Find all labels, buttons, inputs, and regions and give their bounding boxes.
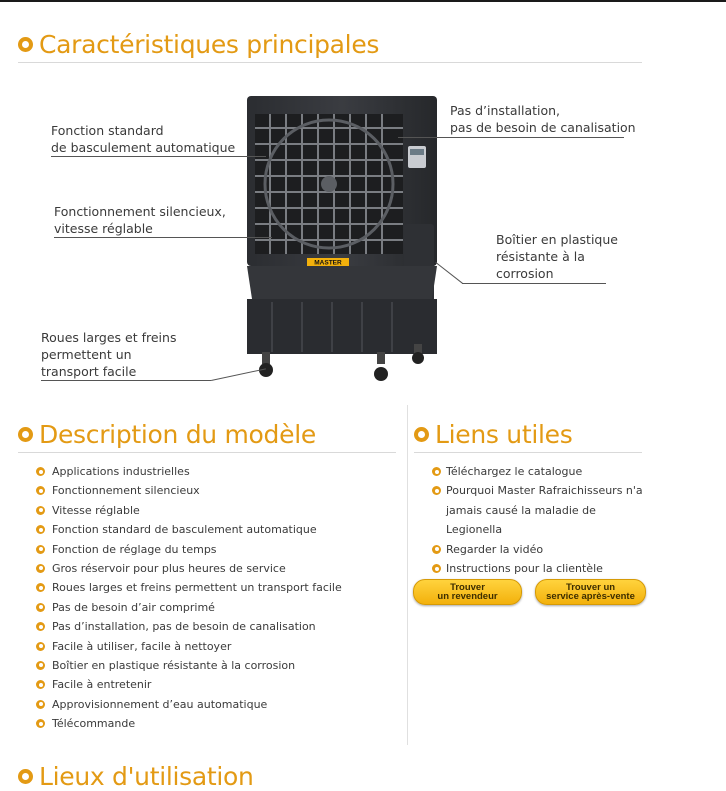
list-item: Roues larges et freins permettent un transport facile [36, 578, 342, 597]
bullet-icon [414, 427, 429, 442]
list-item: Fonctionnement silencieux [36, 481, 342, 500]
list-item: Approvisionnement d’eau automatique [36, 695, 342, 714]
find-dealer-button[interactable] [413, 579, 522, 605]
bullet-icon [36, 622, 45, 631]
section-title-text: Liens utiles [435, 420, 573, 449]
bullet-icon [36, 545, 45, 554]
bullet-icon [36, 583, 45, 592]
bullet-icon [36, 680, 45, 689]
divider [414, 452, 642, 453]
link-legionella[interactable]: Pourquoi Master Rafraichisseurs n'a jamais causé la maladie de Legionella [432, 481, 652, 539]
callout-line: Fonctionnement silencieux, [54, 204, 226, 219]
leader-line [54, 237, 272, 238]
button-label: service après-vente [546, 591, 635, 602]
bullet-icon [432, 564, 441, 573]
bullet-icon [36, 486, 45, 495]
list-item: Télécommande [36, 714, 342, 733]
list-item: Vitesse réglable [36, 501, 342, 520]
section-title-links [414, 420, 572, 449]
button-label: un revendeur [437, 591, 498, 602]
list-item: Fonction standard de basculement automatique [36, 520, 342, 539]
list-item: Facile à utiliser, facile à nettoyer [36, 637, 342, 656]
bullet-icon [36, 642, 45, 651]
link-video[interactable]: Regarder la vidéo [432, 540, 652, 559]
callout-line: résistante à la [496, 249, 585, 264]
top-border [0, 0, 726, 2]
section-title-characteristics [18, 30, 379, 59]
list-item: Pas de besoin d’air comprimé [36, 598, 342, 617]
callout-line: corrosion [496, 266, 554, 281]
find-service-button[interactable] [535, 579, 646, 605]
callout-wheels [41, 329, 176, 380]
callout-line: de basculement automatique [51, 140, 236, 155]
divider [18, 452, 396, 453]
bullet-icon [36, 719, 45, 728]
bullet-icon [36, 564, 45, 573]
callout-housing [496, 231, 618, 282]
leader-line [462, 283, 606, 284]
bullet-icon [432, 467, 441, 476]
bullet-icon [36, 700, 45, 709]
leader-line [51, 156, 266, 157]
callout-auto-swing [51, 122, 235, 156]
callout-line: pas de besoin de canalisation [450, 120, 636, 135]
bullet-icon [432, 486, 441, 495]
bullet-icon [18, 37, 33, 52]
callout-line: transport facile [41, 364, 137, 379]
list-item: Pas d’installation, pas de besoin de canalisation [36, 617, 342, 636]
section-title-text: Description du modèle [39, 420, 316, 449]
list-item: Facile à entretenir [36, 675, 342, 694]
bullet-icon [36, 467, 45, 476]
leader-line [398, 137, 624, 138]
useful-links-list [432, 462, 652, 578]
callout-no-install [450, 102, 636, 136]
callout-silent [54, 203, 226, 237]
bullet-icon [36, 661, 45, 670]
section-title-text: Caractéristiques principales [39, 30, 380, 59]
callout-line: Boîtier en plastique [496, 232, 618, 247]
callout-line: Fonction standard [51, 123, 164, 138]
feature-list [36, 462, 342, 733]
list-item: Applications industrielles [36, 462, 342, 481]
link-instructions[interactable]: Instructions pour la clientèle [432, 559, 652, 578]
bullet-icon [36, 506, 45, 515]
divider [18, 62, 642, 63]
list-item: Fonction de réglage du temps [36, 540, 342, 559]
callout-line: Pas d’installation, [450, 103, 561, 118]
bullet-icon [36, 603, 45, 612]
column-divider [407, 405, 408, 745]
button-label: Trouver [450, 581, 485, 593]
brand-label: MASTER [314, 259, 342, 267]
bullet-icon [432, 545, 441, 554]
list-item: Gros réservoir pour plus heures de service [36, 559, 342, 578]
bullet-icon [36, 525, 45, 534]
button-label: Trouver un [565, 581, 616, 593]
list-item: Boîtier en plastique résistante à la corrosion [36, 656, 342, 675]
leader-line [41, 380, 211, 381]
bullet-icon [18, 769, 33, 784]
section-title-description [18, 420, 316, 449]
link-catalog[interactable]: Téléchargez le catalogue [432, 462, 652, 481]
callout-line: permettent un [41, 347, 132, 362]
bullet-icon [18, 427, 33, 442]
callout-line: Roues larges et freins [41, 330, 177, 345]
callout-line: vitesse réglable [54, 221, 153, 236]
section-title-text: Lieux d'utilisation [39, 762, 254, 791]
